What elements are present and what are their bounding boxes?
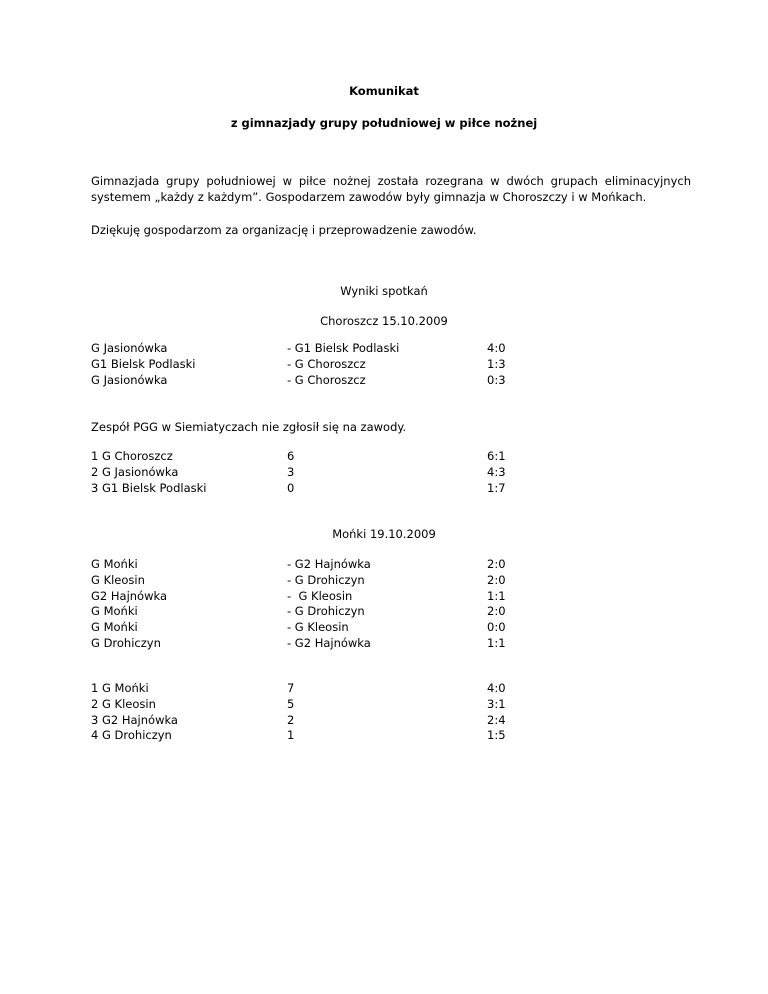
team-name: 2 G Jasionówka (91, 464, 179, 479)
team-points: 1 (287, 728, 295, 743)
standings-row (91, 481, 691, 497)
group1-heading: Choroszcz 15.10.2009 (320, 314, 448, 328)
standings-row (91, 728, 691, 744)
home-team: G Kleosin (91, 572, 145, 587)
team-points: 5 (287, 696, 295, 711)
group2-matches-table (91, 557, 691, 652)
results-heading: Wyniki spotkań (340, 284, 428, 298)
team-points: 2 (287, 712, 295, 727)
match-row (91, 573, 691, 589)
standings-row (91, 713, 691, 729)
home-team: G Mońki (91, 557, 138, 571)
team-goals: 4:3 (487, 464, 506, 479)
away-team: - G Kleosin (287, 588, 353, 603)
team-name: 2 G Kleosin (91, 696, 156, 711)
team-name: 3 G1 Bielsk Podlaski (91, 480, 207, 495)
away-team: - G Kleosin (287, 620, 349, 635)
team-goals: 3:1 (487, 696, 506, 711)
match-score: 2:0 (487, 572, 506, 587)
home-team: G Mońki (91, 604, 138, 619)
match-score: 1:1 (487, 635, 506, 650)
match-score: 0:3 (487, 372, 506, 387)
match-row (91, 557, 691, 573)
team-points: 6 (287, 449, 295, 463)
match-score: 4:0 (487, 341, 506, 355)
group1-standings-table (91, 449, 691, 496)
team-goals: 6:1 (487, 449, 506, 463)
match-row (91, 620, 691, 636)
document-subtitle: z gimnazjady grupy południowej w piłce nożnej (230, 116, 538, 130)
team-name: 3 G2 Hajnówka (91, 712, 178, 727)
team-goals: 1:5 (487, 728, 506, 743)
team-name: 4 G Drohiczyn (91, 728, 172, 743)
team-goals: 1:7 (487, 480, 506, 495)
team-goals: 4:0 (487, 681, 506, 695)
match-score: 2:0 (487, 604, 506, 619)
intro-paragraph: Gimnazjada grupy południowej w piłce nożnej została rozegrana w dwóch grupach eliminacyjnych systemem „każdy z każdym”. Gospodarzem zawodów były gimnazja w Choroszczy i w Mońkach. (91, 174, 691, 204)
home-team: G Mońki (91, 620, 138, 635)
team-points: 7 (287, 681, 295, 695)
away-team: - G2 Hajnówka (287, 557, 371, 571)
match-row (91, 636, 691, 652)
match-row (91, 589, 691, 605)
group2-heading: Mońki 19.10.2009 (332, 527, 436, 541)
away-team: - G2 Hajnówka (287, 635, 371, 650)
away-team: - G Choroszcz (287, 356, 366, 371)
match-score: 1:3 (487, 356, 506, 371)
team-points: 3 (287, 464, 295, 479)
away-team: - G Drohiczyn (287, 604, 365, 619)
team-name: 1 G Choroszcz (91, 449, 173, 463)
home-team: G1 Bielsk Podlaski (91, 356, 196, 371)
standings-row (91, 697, 691, 713)
group1-note: Zespół PGG w Siemiatyczach nie zgłosił się na zawody. (91, 420, 407, 434)
standings-row (91, 449, 691, 465)
home-team: G Jasionówka (91, 372, 168, 387)
match-score: 1:1 (487, 588, 506, 603)
team-goals: 2:4 (487, 712, 506, 727)
away-team: - G Choroszcz (287, 372, 366, 387)
group1-matches-table (91, 341, 691, 388)
team-name: 1 G Mońki (91, 681, 149, 695)
away-team: - G1 Bielsk Podlaski (287, 341, 400, 355)
group2-standings-table (91, 681, 691, 744)
thanks-paragraph: Dziękuję gospodarzom za organizację i przeprowadzenie zawodów. (91, 223, 477, 237)
match-row (91, 373, 691, 389)
match-row (91, 341, 691, 357)
home-team: G Drohiczyn (91, 635, 161, 650)
match-row (91, 357, 691, 373)
document-title: Komunikat (349, 84, 419, 98)
match-score: 0:0 (487, 620, 506, 635)
home-team: G Jasionówka (91, 341, 168, 355)
home-team: G2 Hajnówka (91, 588, 168, 603)
standings-row (91, 681, 691, 697)
team-points: 0 (287, 480, 295, 495)
match-row (91, 604, 691, 620)
standings-row (91, 465, 691, 481)
match-score: 2:0 (487, 557, 506, 571)
away-team: - G Drohiczyn (287, 572, 365, 587)
